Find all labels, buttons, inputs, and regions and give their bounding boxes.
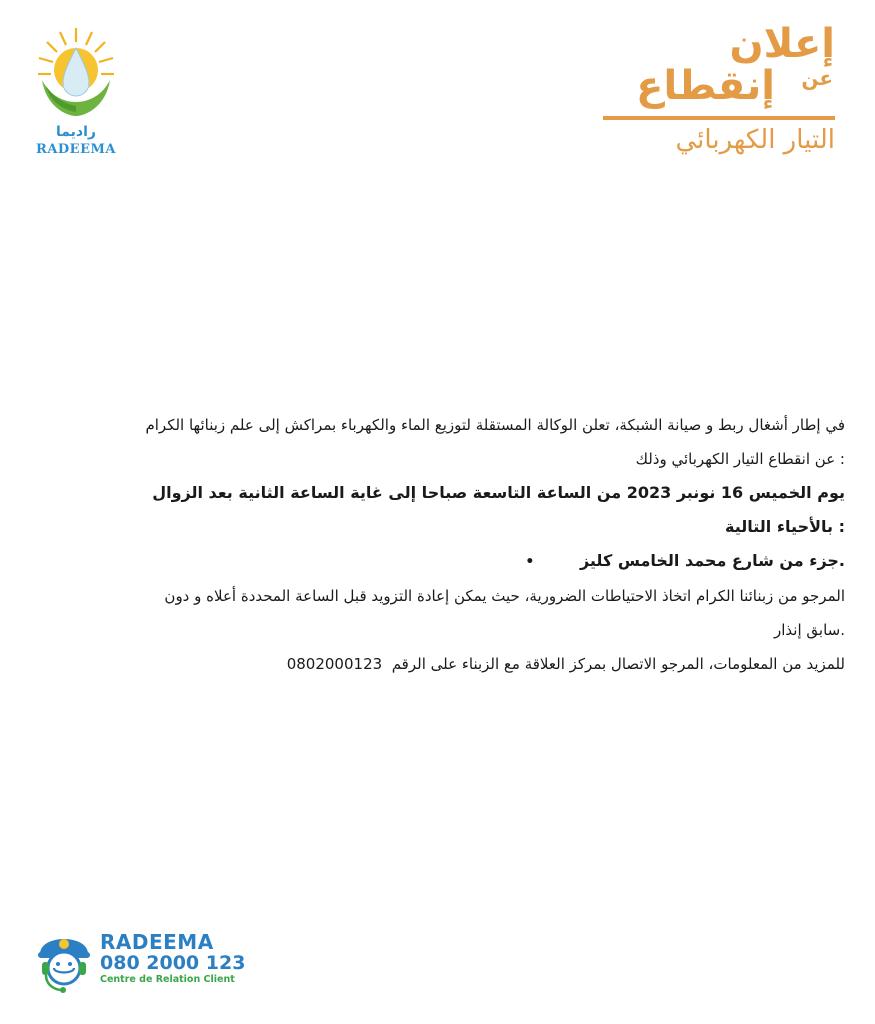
radeema-logo (32, 26, 120, 156)
contact-text: للمزيد من المعلومات، المرجو الاتصال بمركز العلاقة مع الزبناء على الرقم (391, 655, 845, 673)
footer-phone: 080 2000 123 (100, 952, 246, 974)
footer-brand-name: RADEEMA (100, 930, 214, 954)
body-intro: في إطار أشغال ربط و صيانة الشبكة، تعلن الوكالة المستقلة لتوزيع الماء والكهرباء بمراكش إلى علم زبنائها الكرام (145, 416, 845, 434)
body-advice-cont: .سابق إنذار (774, 621, 845, 639)
affected-areas-heading: : بالأحياء التالية (725, 517, 845, 536)
logo-arabic-name: راديما (56, 124, 96, 140)
bullet-icon: • (525, 554, 535, 570)
title-electricity: التيار الكهربائي (675, 125, 835, 155)
sun-water-drop-icon (36, 26, 116, 122)
contact-line (30, 647, 845, 681)
body-intro-cont: : عن انقطاع التيار الكهربائي وذلك (635, 450, 845, 468)
affected-area-text: .جزء من شارع محمد الخامس كليز (579, 551, 845, 570)
logo-latin-name: RADEEMA (36, 142, 116, 157)
title-outage: إنقطاع (636, 63, 775, 109)
title-announcement: إعلان (729, 21, 835, 67)
customer-center-logo (32, 924, 246, 994)
footer-subtitle: Centre de Relation Client (100, 974, 235, 985)
contact-number: 0802000123 (286, 655, 383, 673)
announcement-title (575, 22, 835, 162)
outage-date-time: يوم الخميس 16 نونبر 2023 من الساعة التاسعة صباحا إلى غاية الساعة الثانية بعد الزوال (152, 483, 845, 502)
title-divider (603, 116, 835, 120)
announcement-body (30, 408, 845, 681)
customer-service-agent-icon (32, 924, 96, 994)
body-advice: المرجو من زبنائنا الكرام اتخاذ الاحتياطات الضرورية، حيث يمكن إعادة التزويد قبل الساعة المحددة أعلاه و دون (164, 587, 845, 605)
title-about: عن (801, 66, 833, 90)
affected-area-item (30, 544, 845, 579)
